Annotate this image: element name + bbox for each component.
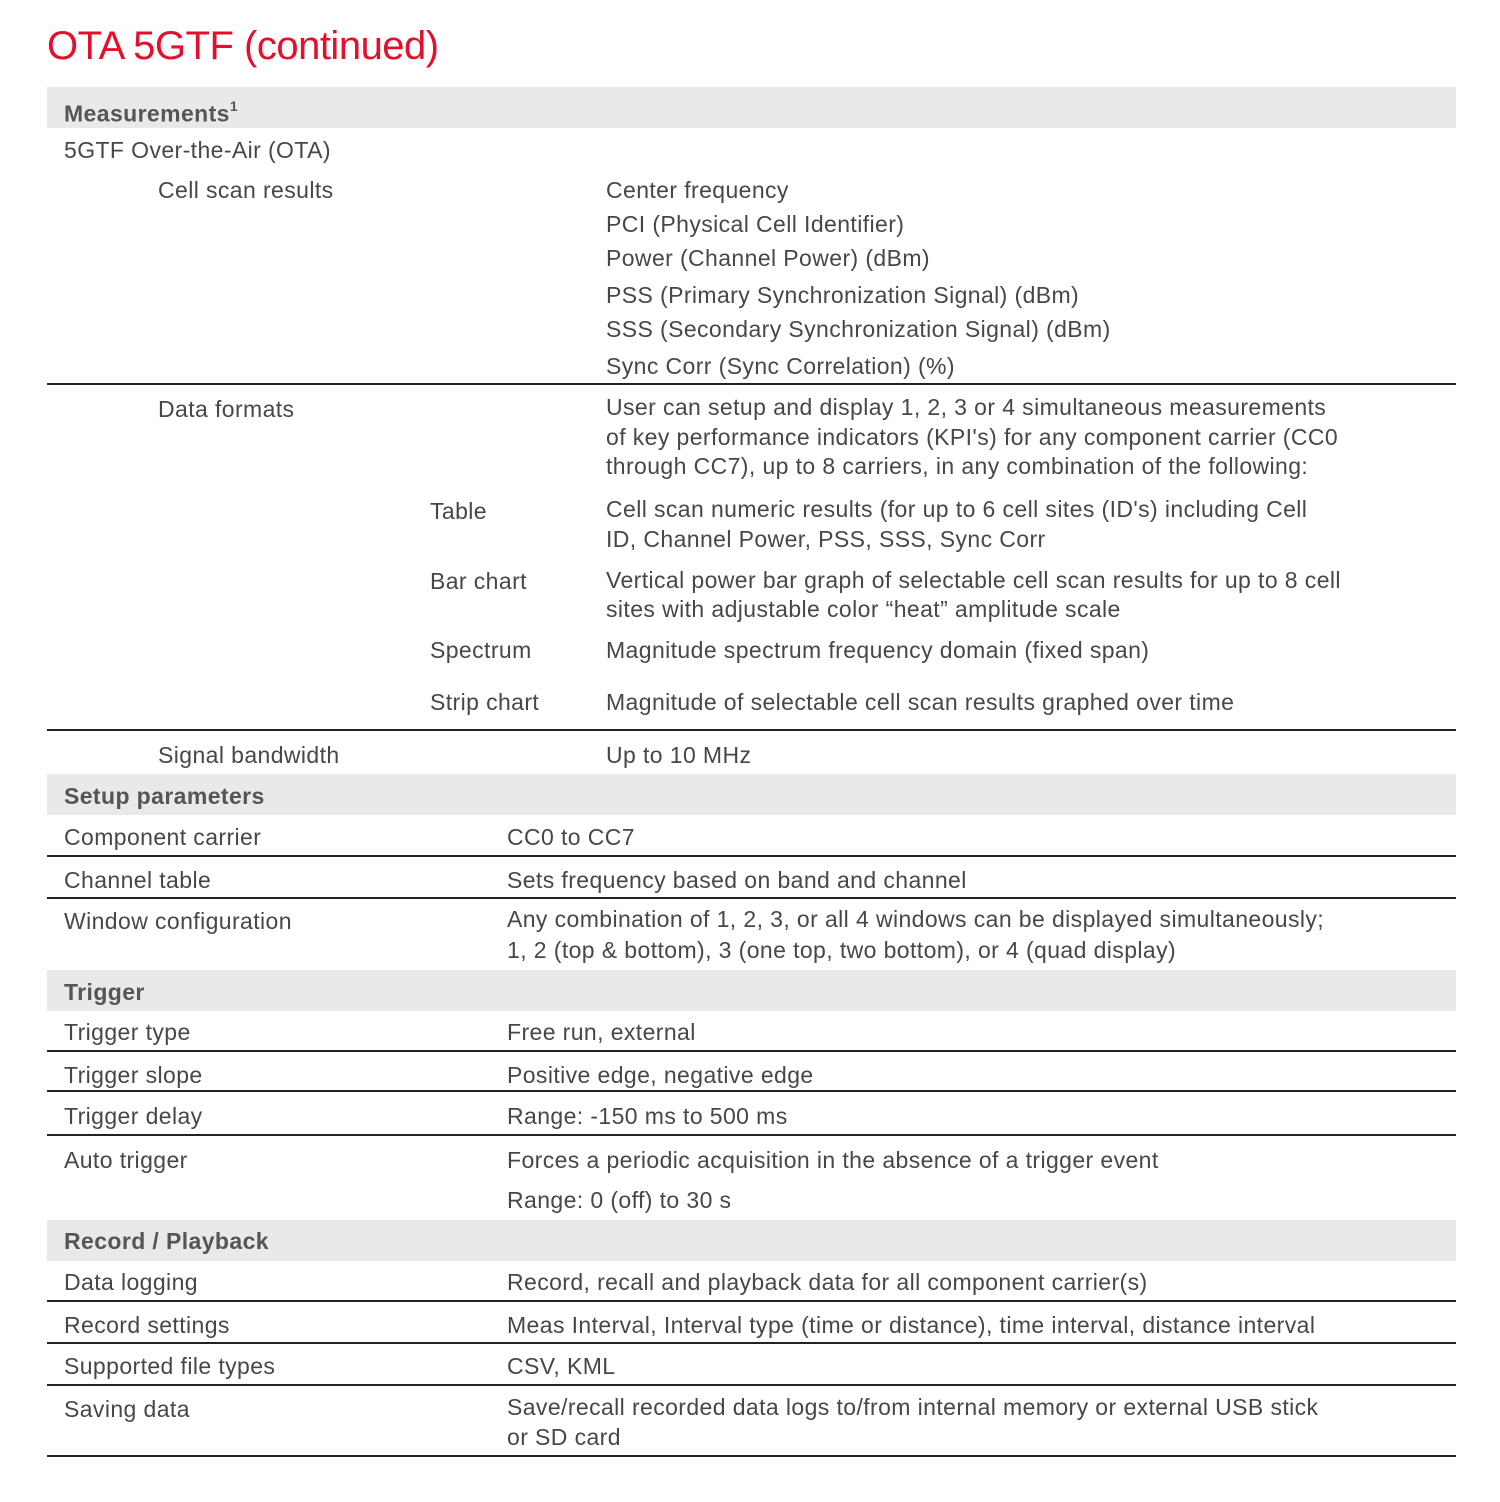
row-label: Trigger delay	[64, 1103, 203, 1129]
data-formats-intro: through CC7), up to 8 carriers, in any combination of the following:	[606, 453, 1309, 479]
format-value-strip-chart: Magnitude of selectable cell scan results graphed over time	[606, 689, 1235, 715]
section-title-trigger: Trigger	[64, 979, 145, 1005]
cell-scan-value: Sync Corr (Sync Correlation) (%)	[606, 353, 955, 379]
format-label-spectrum: Spectrum	[430, 637, 532, 663]
row-value: Range: 0 (off) to 30 s	[507, 1187, 732, 1213]
signal-bandwidth-value: Up to 10 MHz	[606, 742, 752, 768]
row-label: Record settings	[64, 1312, 230, 1338]
row-label: Component carrier	[64, 824, 262, 850]
row-label: Channel table	[64, 867, 212, 893]
format-value-bar-chart: sites with adjustable color “heat” amplitude scale	[606, 596, 1121, 622]
row-label: Window configuration	[64, 908, 292, 934]
format-value-spectrum: Magnitude spectrum frequency domain (fixed span)	[606, 637, 1150, 663]
row-label: Trigger type	[64, 1019, 191, 1045]
row-value: Free run, external	[507, 1019, 696, 1045]
cell-scan-value: PCI (Physical Cell Identifier)	[606, 211, 905, 237]
row-divider	[47, 1342, 1456, 1344]
format-label-table: Table	[430, 498, 487, 524]
row-label-data-formats: Data formats	[158, 396, 295, 422]
row-value: Save/recall recorded data logs to/from internal memory or external USB stick	[507, 1394, 1319, 1420]
row-divider	[47, 1384, 1456, 1386]
page-title: OTA 5GTF (continued)	[47, 24, 439, 68]
cell-scan-value: SSS (Secondary Synchronization Signal) (dBm)	[606, 316, 1111, 342]
section-title-setup: Setup parameters	[64, 783, 265, 809]
format-label-strip-chart: Strip chart	[430, 689, 540, 715]
row-value: Range: -150 ms to 500 ms	[507, 1103, 788, 1129]
measurements-header-text: Measurements	[64, 100, 230, 127]
row-value: Sets frequency based on band and channel	[507, 867, 967, 893]
row-label-cell-scan: Cell scan results	[158, 177, 334, 203]
row-value: Positive edge, negative edge	[507, 1062, 814, 1088]
row-value: Any combination of 1, 2, 3, or all 4 windows can be displayed simultaneously;	[507, 906, 1325, 932]
row-divider	[47, 1455, 1456, 1457]
format-value-table: Cell scan numeric results (for up to 6 cell sites (ID's) including Cell	[606, 496, 1308, 522]
cell-scan-value: Power (Channel Power) (dBm)	[606, 245, 930, 271]
row-value: 1, 2 (top & bottom), 3 (one top, two bottom), or 4 (quad display)	[507, 937, 1177, 963]
row-label: Data logging	[64, 1269, 198, 1295]
cell-scan-value: Center frequency	[606, 177, 789, 203]
group-label: 5GTF Over-the-Air (OTA)	[64, 137, 331, 163]
data-formats-intro: of key performance indicators (KPI's) for any component carrier (CC0	[606, 424, 1339, 450]
row-value: Record, recall and playback data for all component carrier(s)	[507, 1269, 1148, 1295]
row-divider	[47, 1134, 1456, 1136]
format-value-bar-chart: Vertical power bar graph of selectable cell scan results for up to 8 cell	[606, 567, 1341, 593]
row-label: Saving data	[64, 1396, 190, 1422]
row-value: CSV, KML	[507, 1353, 616, 1379]
row-divider	[47, 897, 1456, 899]
row-value: Forces a periodic acquisition in the absence of a trigger event	[507, 1147, 1159, 1173]
section-title-record: Record / Playback	[64, 1228, 269, 1254]
footnote-marker: 1	[229, 98, 239, 114]
row-value: Meas Interval, Interval type (time or distance), time interval, distance interval	[507, 1312, 1316, 1338]
row-label: Supported file types	[64, 1353, 276, 1379]
row-divider	[47, 1050, 1456, 1052]
format-value-table: ID, Channel Power, PSS, SSS, Sync Corr	[606, 526, 1046, 552]
row-value: CC0 to CC7	[507, 824, 635, 850]
row-label-signal-bandwidth: Signal bandwidth	[158, 742, 340, 768]
section-header-measurements	[47, 87, 1456, 128]
row-divider	[47, 855, 1456, 857]
row-divider	[47, 1090, 1456, 1092]
row-label: Trigger slope	[64, 1062, 203, 1088]
row-divider	[47, 383, 1456, 385]
section-header-trigger	[47, 970, 1456, 1011]
section-title-measurements	[64, 95, 238, 127]
row-divider	[47, 1300, 1456, 1302]
row-label: Auto trigger	[64, 1147, 188, 1173]
row-value: or SD card	[507, 1424, 621, 1450]
row-divider	[47, 729, 1456, 731]
data-formats-intro: User can setup and display 1, 2, 3 or 4 simultaneous measurements	[606, 394, 1327, 420]
format-label-bar-chart: Bar chart	[430, 568, 527, 594]
cell-scan-value: PSS (Primary Synchronization Signal) (dBm)	[606, 282, 1080, 308]
